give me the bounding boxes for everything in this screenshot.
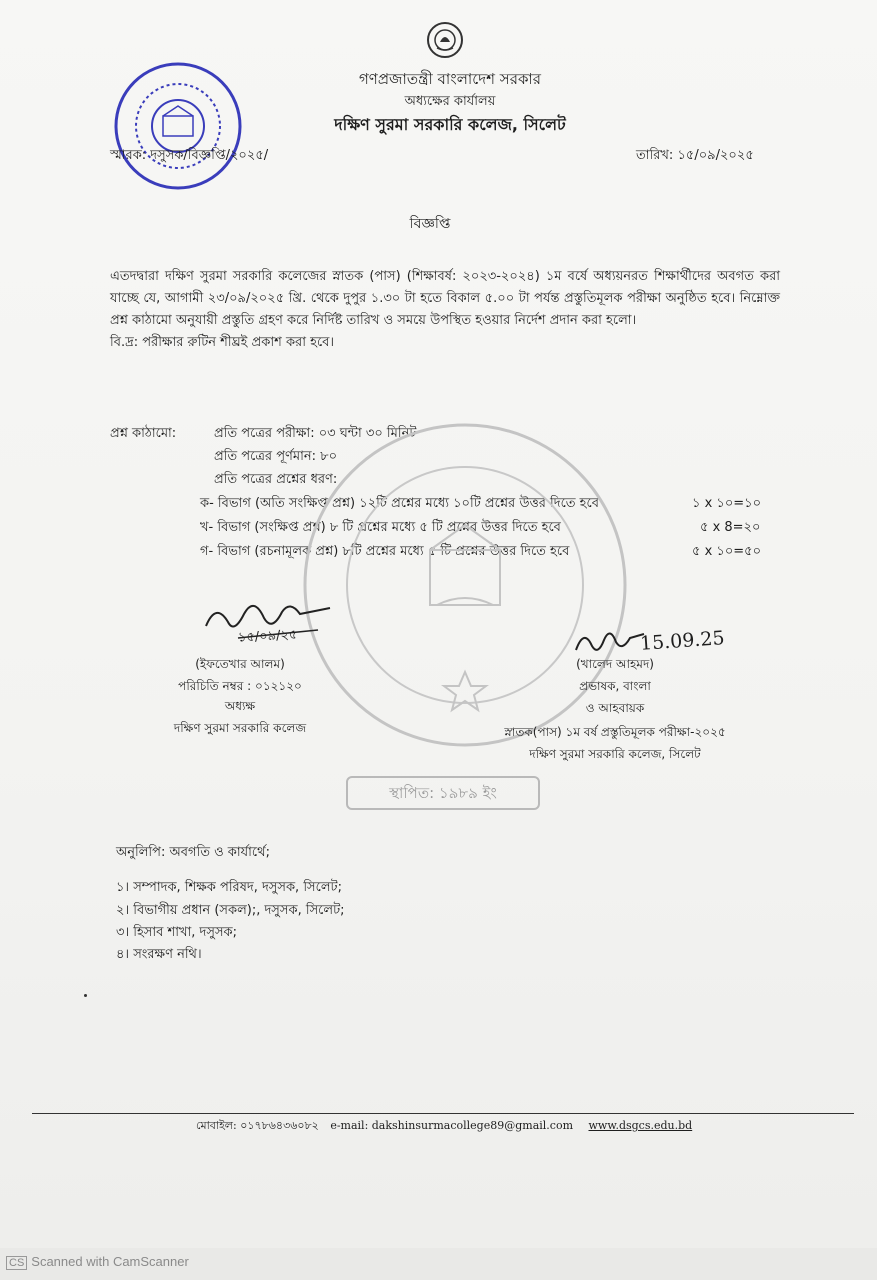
college-name: দক্ষিণ সুরমা সরকারি কলেজ, সিলেট: [334, 115, 566, 134]
exam-duration: প্রতি পত্রের পরীক্ষা: ০৩ ঘন্টা ৩০ মিনিট: [214, 426, 417, 441]
copy-to-item: ২। বিভাগীয় প্রধান (সকল);, দসুসক, সিলেট;: [116, 903, 345, 918]
notice-date: তারিখ: ১৫/০৯/২০২৫: [636, 148, 754, 163]
convener-signature-date: 15.09.25: [639, 627, 726, 655]
section-ka-marks: ১ x ১০=১০: [692, 496, 762, 511]
notice-paragraph: এতদদ্বারা দক্ষিণ সুরমা সরকারি কলেজের স্নাতক (পাস) (শিক্ষাবর্ষ: ২০২৩-২০২৪) ১ম বর্ষে অধ্যয়নরত শিক্ষার্থীদের অবগত করা যাচ্ছে যে, আগামী ২৩/০৯/২০২৫ খ্রি. থেকে দুপুর ১.৩০ টা হতে বিকাল ৫.০০ টা পর্যন্ত প্রস্তুতিমূলক পরীক্ষা অনুষ্ঠিত হবে। নিম্নোক্ত প্রশ্ন কাঠামো অনুযায়ী প্রস্তুতি গ্রহণ করে নির্দিষ্ট তারিখ ও সময়ে উপস্থিত হওয়ার নির্দেশ প্রদান করা হলো।: [110, 269, 780, 328]
section-ga-marks: ৫ x ১০=৫০: [692, 544, 762, 559]
principal-name: (ইফতেখার আলম): [195, 657, 285, 671]
section-kha: খ- বিভাগ (সংক্ষিপ্ত প্রশ্ন) ৮ টি প্রশ্নের মধ্যে ৫ টি প্রশ্নের উত্তর দিতে হবে: [200, 520, 561, 535]
office-name: অধ্যক্ষের কার্যালয়: [404, 94, 496, 109]
convener-role: ও আহবায়ক: [585, 701, 645, 715]
notice-note: বি.দ্র: পরীক্ষার রুটিন শীঘ্রই প্রকাশ করা হবে।: [110, 335, 335, 350]
section-kha-marks: ৫ x 8=২০: [700, 520, 761, 535]
footer-mobile: মোবাইল: ০১৭৮৬৪৩৬০৮২: [196, 1119, 319, 1132]
principal-id: পরিচিতি নম্বর : ০১২১২০: [178, 679, 302, 693]
convener-name: (খালেদ আহমদ): [576, 657, 654, 671]
convener-committee: স্নাতক(পাস) ১ম বর্ষ প্রস্তুতিমূলক পরীক্ষা-২০২৫: [504, 725, 726, 739]
copy-to-item: ৩। হিসাব শাখা, দসুসক;: [116, 925, 238, 940]
section-ka: ক- বিভাগ (অতি সংক্ষিপ্ত প্রশ্ন) ১২টি প্রশ্নের মধ্যে ১০টি প্রশ্নের উত্তর দিতে হবে: [200, 496, 599, 511]
copy-to-label: অনুলিপি: অবগতি ও কার্যার্থে;: [116, 845, 270, 860]
copy-to-item: ১। সম্পাদক, শিক্ষক পরিষদ, দসুসক, সিলেট;: [116, 880, 342, 895]
scanner-watermark: [6, 1254, 189, 1270]
bangladesh-emblem-icon: [425, 20, 465, 60]
footer-divider: [32, 1113, 854, 1114]
footer-website-link[interactable]: www.dsgcs.edu.bd: [588, 1119, 693, 1132]
footer-email[interactable]: e-mail: dakshinsurmacollege89@gmail.com: [330, 1119, 573, 1132]
government-name: গণপ্রজাতন্ত্রী বাংলাদেশ সরকার: [358, 70, 542, 88]
camscanner-icon: CS: [6, 1256, 27, 1270]
ink-dot: [84, 994, 87, 997]
full-marks: প্রতি পত্রের পূর্ণমান: ৮০: [214, 449, 338, 464]
copy-to-item: ৪। সংরক্ষণ নথি।: [116, 947, 202, 962]
question-type-label: প্রতি পত্রের প্রশ্নের ধরণ:: [214, 472, 338, 487]
notice-title: বিজ্ঞপ্তি: [409, 216, 451, 232]
principal-institution: দক্ষিণ সুরমা সরকারি কলেজ: [173, 721, 307, 735]
question-structure-label: প্রশ্ন কাঠামো:: [110, 426, 177, 441]
section-ga: গ- বিভাগ (রচনামূলক প্রশ্ন) ৮টি প্রশ্নের মধ্যে ৫ টি প্রশ্নের উত্তর দিতে হবে: [200, 544, 570, 559]
principal-signature-date: ১৫/০৯/২৫: [237, 627, 298, 646]
convener-designation: প্রভাষক, বাংলা: [579, 679, 651, 693]
office-stamp-icon: [108, 56, 248, 196]
convener-institution: দক্ষিণ সুরমা সরকারি কলেজ, সিলেট: [529, 747, 701, 761]
established-ribbon: স্থাপিত: ১৯৮৯ ইং: [346, 776, 540, 810]
scanner-watermark-text: Scanned with CamScanner: [31, 1254, 189, 1269]
footer-contact: [196, 1117, 692, 1136]
memo-number: স্মারক: দসুসক/বিজ্ঞপ্তি/২০২৫/: [110, 148, 269, 163]
notice-body: [110, 266, 780, 354]
principal-designation: অধ্যক্ষ: [224, 699, 256, 713]
